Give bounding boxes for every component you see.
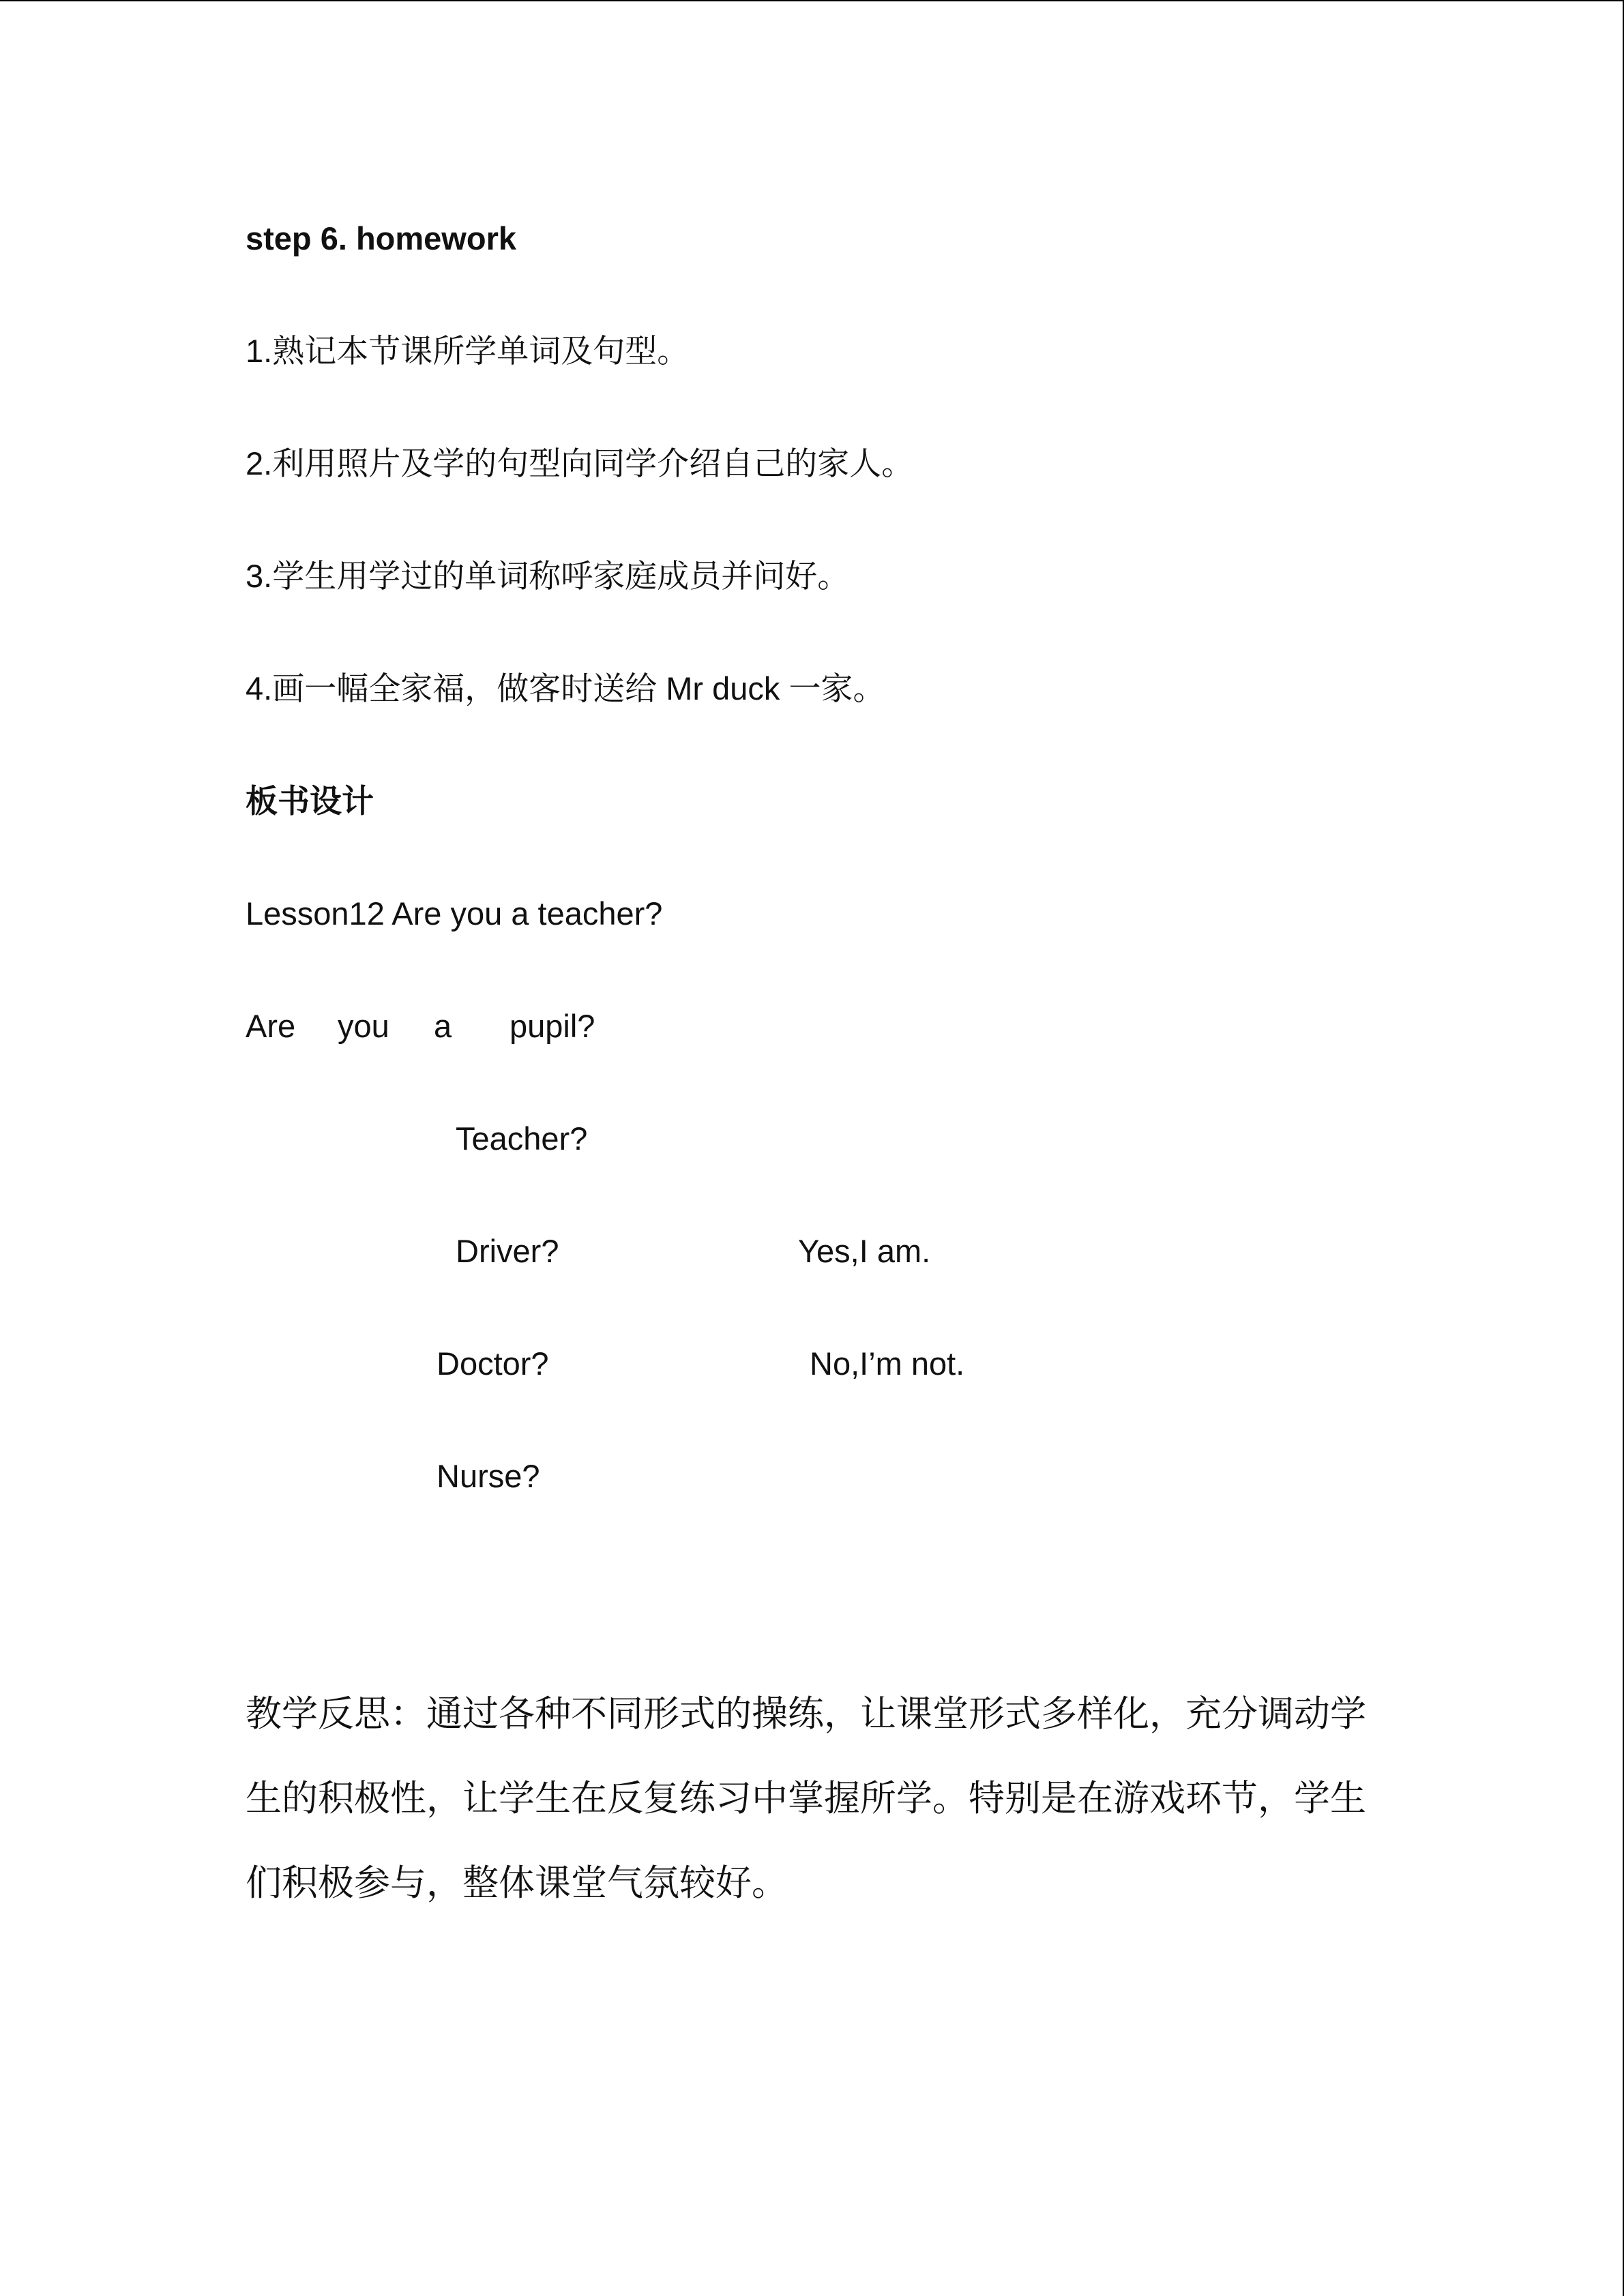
homework-item-3: 3.学生用学过的单词称呼家庭成员并问好。 [246,558,850,594]
board-design-heading: 板书设计 [246,783,374,819]
option-teacher: Teacher? [456,1120,588,1157]
homework-heading: step 6. homework [246,220,516,256]
teaching-reflection: 教学反思：通过各种不同形式的操练，让课堂形式多样化，充分调动学生的积极性，让学生在反复练习中掌握所学。特别是在游戏环节，学生们积极参与，整体课堂气氛较好。 [246,1693,1366,1904]
homework-item-2: 2.利用照片及学的句型向同学介绍自己的家人。 [246,445,914,481]
option-doctor: Doctor? [437,1345,549,1382]
homework-item-1: 1.熟记本节课所学单词及句型。 [246,333,690,369]
question-word-a: a [434,1008,452,1044]
option-driver: Driver? [456,1233,559,1269]
option-nurse: Nurse? [437,1458,540,1494]
question-word-pupil: pupil? [510,1008,595,1044]
question-word-you: you [338,1008,389,1044]
lesson-title: Lesson12 Are you a teacher? [246,895,663,931]
answer-yes: Yes,I am. [798,1233,931,1269]
answer-no: No,I’m not. [810,1345,965,1382]
homework-item-4: 4.画一幅全家福，做客时送给 Mr duck 一家。 [246,670,885,706]
question-word-are: Are [246,1008,296,1044]
